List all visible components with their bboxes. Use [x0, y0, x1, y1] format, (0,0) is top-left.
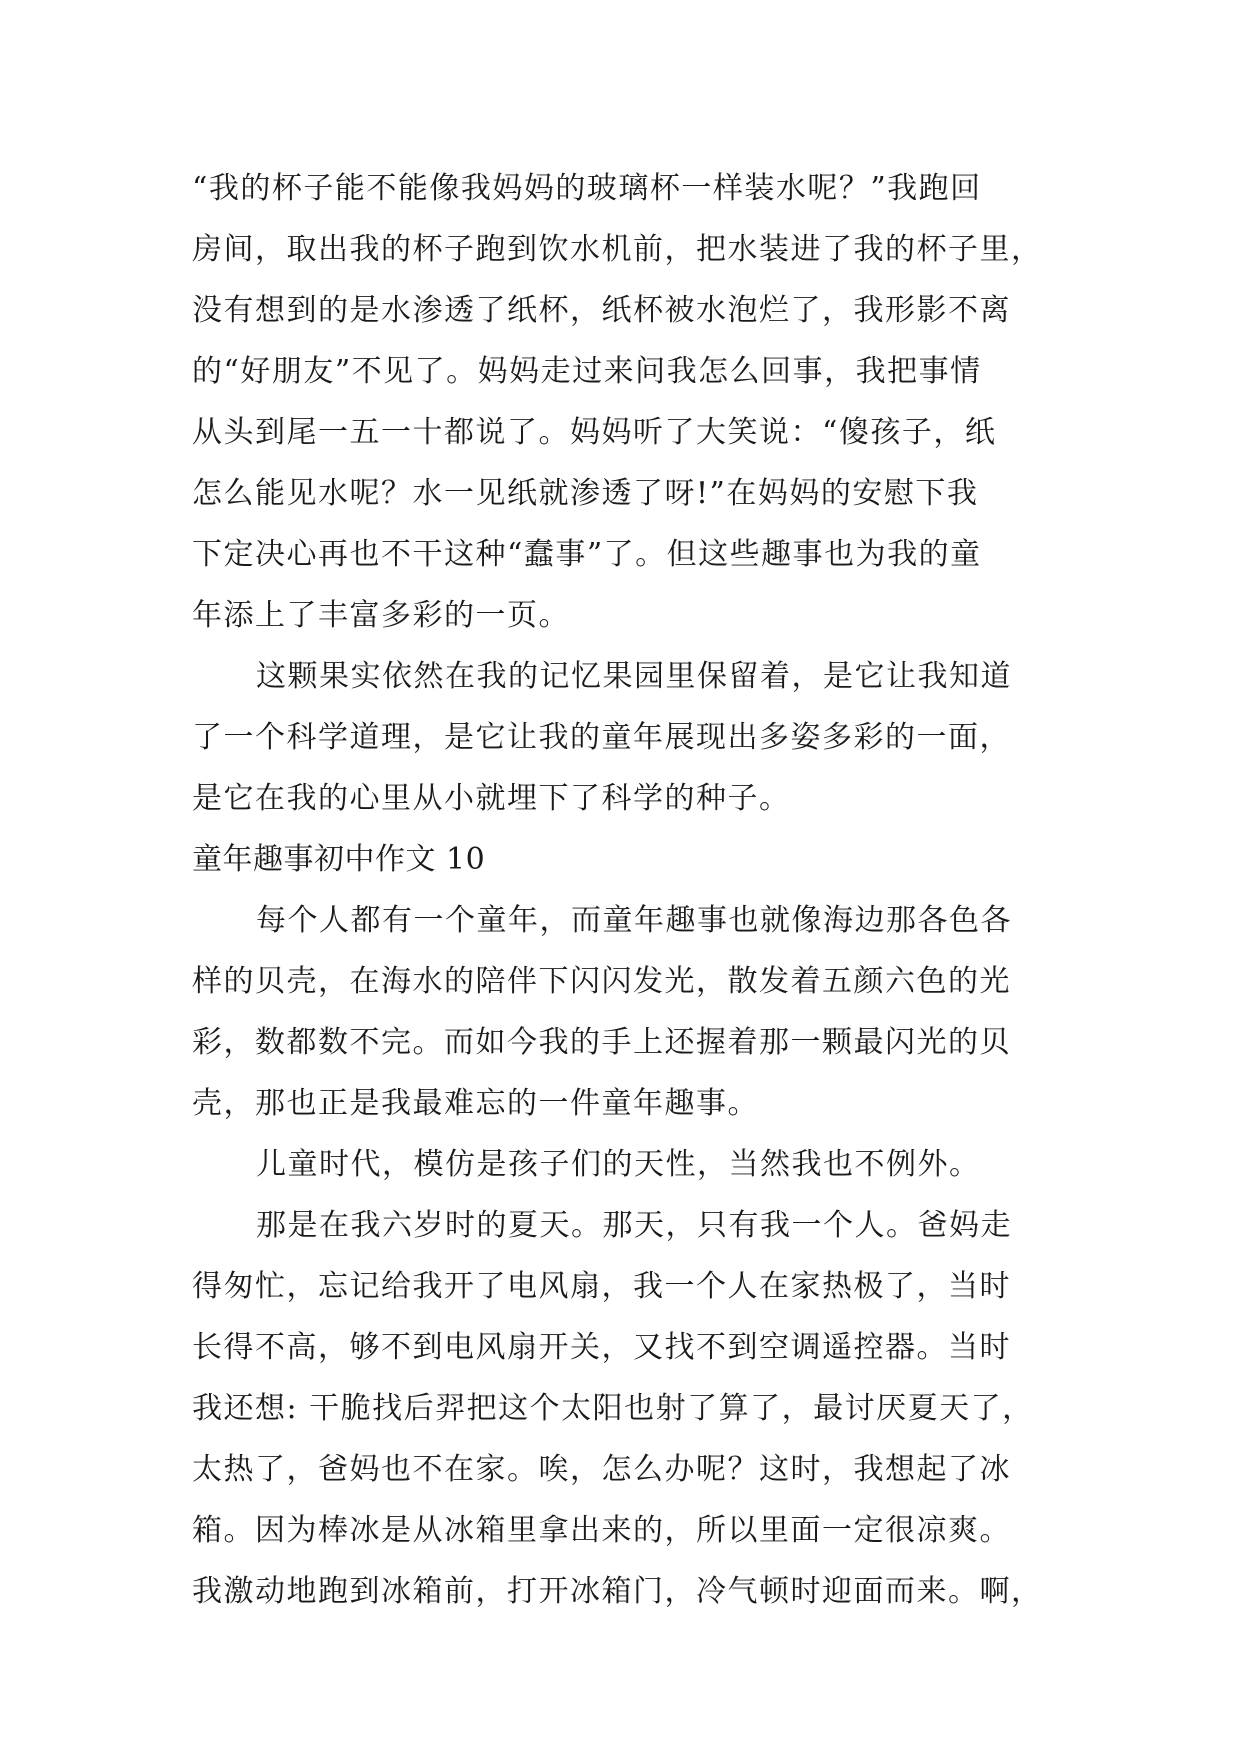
text-line: 长得不高，够不到电风扇开关，又找不到空调遥控器。当时 — [192, 1330, 1011, 1365]
text-line: “我的杯子能不能像我妈妈的玻璃杯一样装水呢？”我跑回 — [192, 171, 982, 206]
text-line: 壳，那也正是我最难忘的一件童年趣事。 — [192, 1086, 759, 1121]
text-line: 得匆忙，忘记给我开了电风扇，我一个人在家热极了，当时 — [192, 1269, 1011, 1304]
text-line: 下定决心再也不干这种“蠢事”了。但这些趣事也为我的童 — [192, 537, 982, 572]
section-heading: 童年趣事初中作文 10 — [192, 842, 486, 877]
text-line: 房间，取出我的杯子跑到饮水机前，把水装进了我的杯子里， — [192, 232, 1043, 267]
paragraph-start-line: 那是在我六岁时的夏天。那天，只有我一个人。爸妈走 — [256, 1208, 1012, 1243]
text-line: 是它在我的心里从小就埋下了科学的种子。 — [192, 781, 791, 816]
text-line: 我还想: 干脆找后羿把这个太阳也射了算了，最讨厌夏天了， — [192, 1391, 1034, 1426]
text-line: 没有想到的是水渗透了纸杯，纸杯被水泡烂了，我形影不离 — [192, 293, 1011, 328]
paragraph-start-line: 每个人都有一个童年，而童年趣事也就像海边那各色各 — [256, 903, 1012, 938]
text-line: 箱。因为棒冰是从冰箱里拿出来的，所以里面一定很凉爽。 — [192, 1513, 1011, 1548]
text-line: 样的贝壳，在海水的陪伴下闪闪发光，散发着五颜六色的光 — [192, 964, 1011, 999]
text-line: 彩，数都数不完。而如今我的手上还握着那一颗最闪光的贝 — [192, 1025, 1011, 1060]
paragraph-start-line: 儿童时代，模仿是孩子们的天性，当然我也不例外。 — [256, 1147, 981, 1182]
essay-body — [192, 158, 1072, 1622]
text-line: 我激动地跑到冰箱前，打开冰箱门，冷气顿时迎面而来。啊， — [192, 1574, 1043, 1609]
text-line: 的“好朋友”不见了。妈妈走过来问我怎么回事，我把事情 — [192, 354, 982, 389]
text-line: 从头到尾一五一十都说了。妈妈听了大笑说：“傻孩子，纸 — [192, 415, 997, 450]
paragraph-start-line: 这颗果实依然在我的记忆果园里保留着，是它让我知道 — [256, 659, 1012, 694]
text-line: 怎么能见水呢？水一见纸就渗透了呀!”在妈妈的安慰下我 — [192, 476, 979, 511]
text-line: 了一个科学道理，是它让我的童年展现出多姿多彩的一面， — [192, 720, 1011, 755]
text-line: 太热了，爸妈也不在家。唉，怎么办呢？这时，我想起了冰 — [192, 1452, 1011, 1487]
text-line: 年添上了丰富多彩的一页。 — [192, 598, 570, 633]
